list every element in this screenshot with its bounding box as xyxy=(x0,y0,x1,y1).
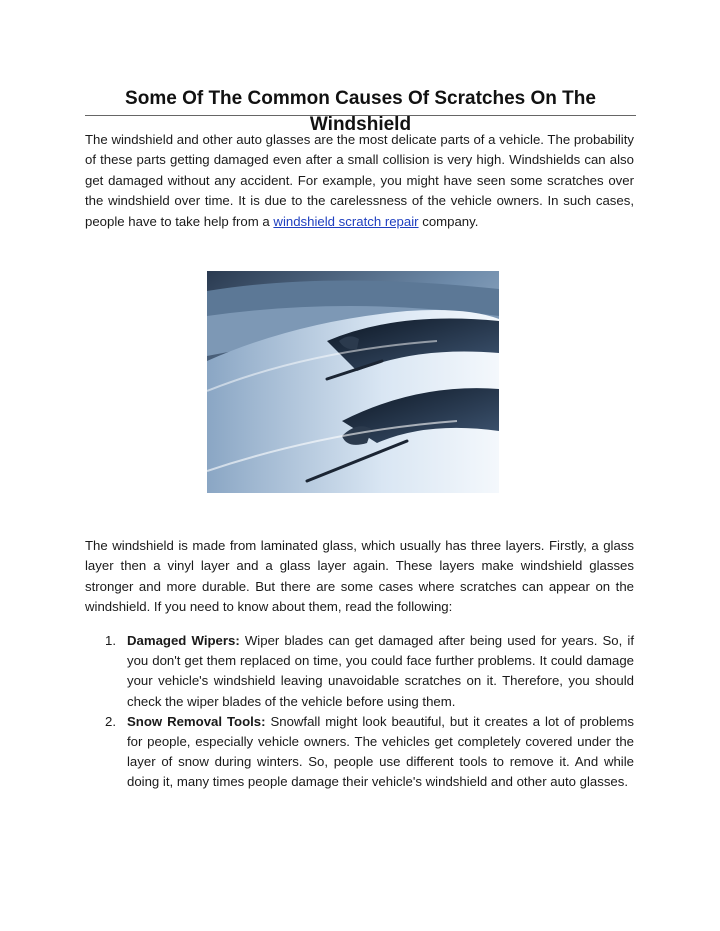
causes-list xyxy=(85,631,634,793)
list-item xyxy=(85,631,634,712)
list-text: Snowfall might look beautiful, but it creates a lot of problems for people, especially vehicle owners. The vehicles get completely covered under the layer of snow during winters. So, people use different tools to remove it. And while doing it, many times people damage their vehicle's windshield and other auto glasses. xyxy=(127,713,634,790)
list-heading: Damaged Wipers: xyxy=(127,633,240,648)
body-paragraph: The windshield is made from laminated glass, which usually has three layers. Firstly, a glass layer then a vinyl layer and a glass layer again. These layers make windshield glasses stronger and more durable. But there are some cases where scratches can appear on the windshield. If you need to know about them, read the following: xyxy=(85,538,634,615)
intro-paragraph xyxy=(85,130,634,232)
list-item xyxy=(85,712,634,793)
title-underline xyxy=(85,115,636,116)
windshield-scratch-repair-link[interactable]: windshield scratch repair xyxy=(273,213,419,229)
list-number: 1. xyxy=(105,633,116,648)
intro-text: The windshield and other auto glasses are the most delicate parts of a vehicle. The probability of these parts getting damaged even after a small collision is very high. Windshields can also get damaged without any accident. For example, you might have seen some scratches over the windshield over time. It is due to the carelessness of the vehicle owners. In such cases, people have to take help from a xyxy=(85,132,634,229)
intro-text-end: company. xyxy=(418,213,479,229)
page-title: Some Of The Common Causes Of Scratches On The Windshield xyxy=(125,88,596,135)
list-heading: Snow Removal Tools: xyxy=(127,713,266,729)
cars-photo xyxy=(207,271,499,493)
list-text: Wiper blades can get damaged after being used for years. So, if you don't get them replaced on time, you could face further problems. It could damage your vehicle's windshield leaving unavoidable scratches on it. Therefore, you should check the wiper blades of the vehicle before using them. xyxy=(127,633,634,709)
list-number: 2. xyxy=(105,713,116,729)
